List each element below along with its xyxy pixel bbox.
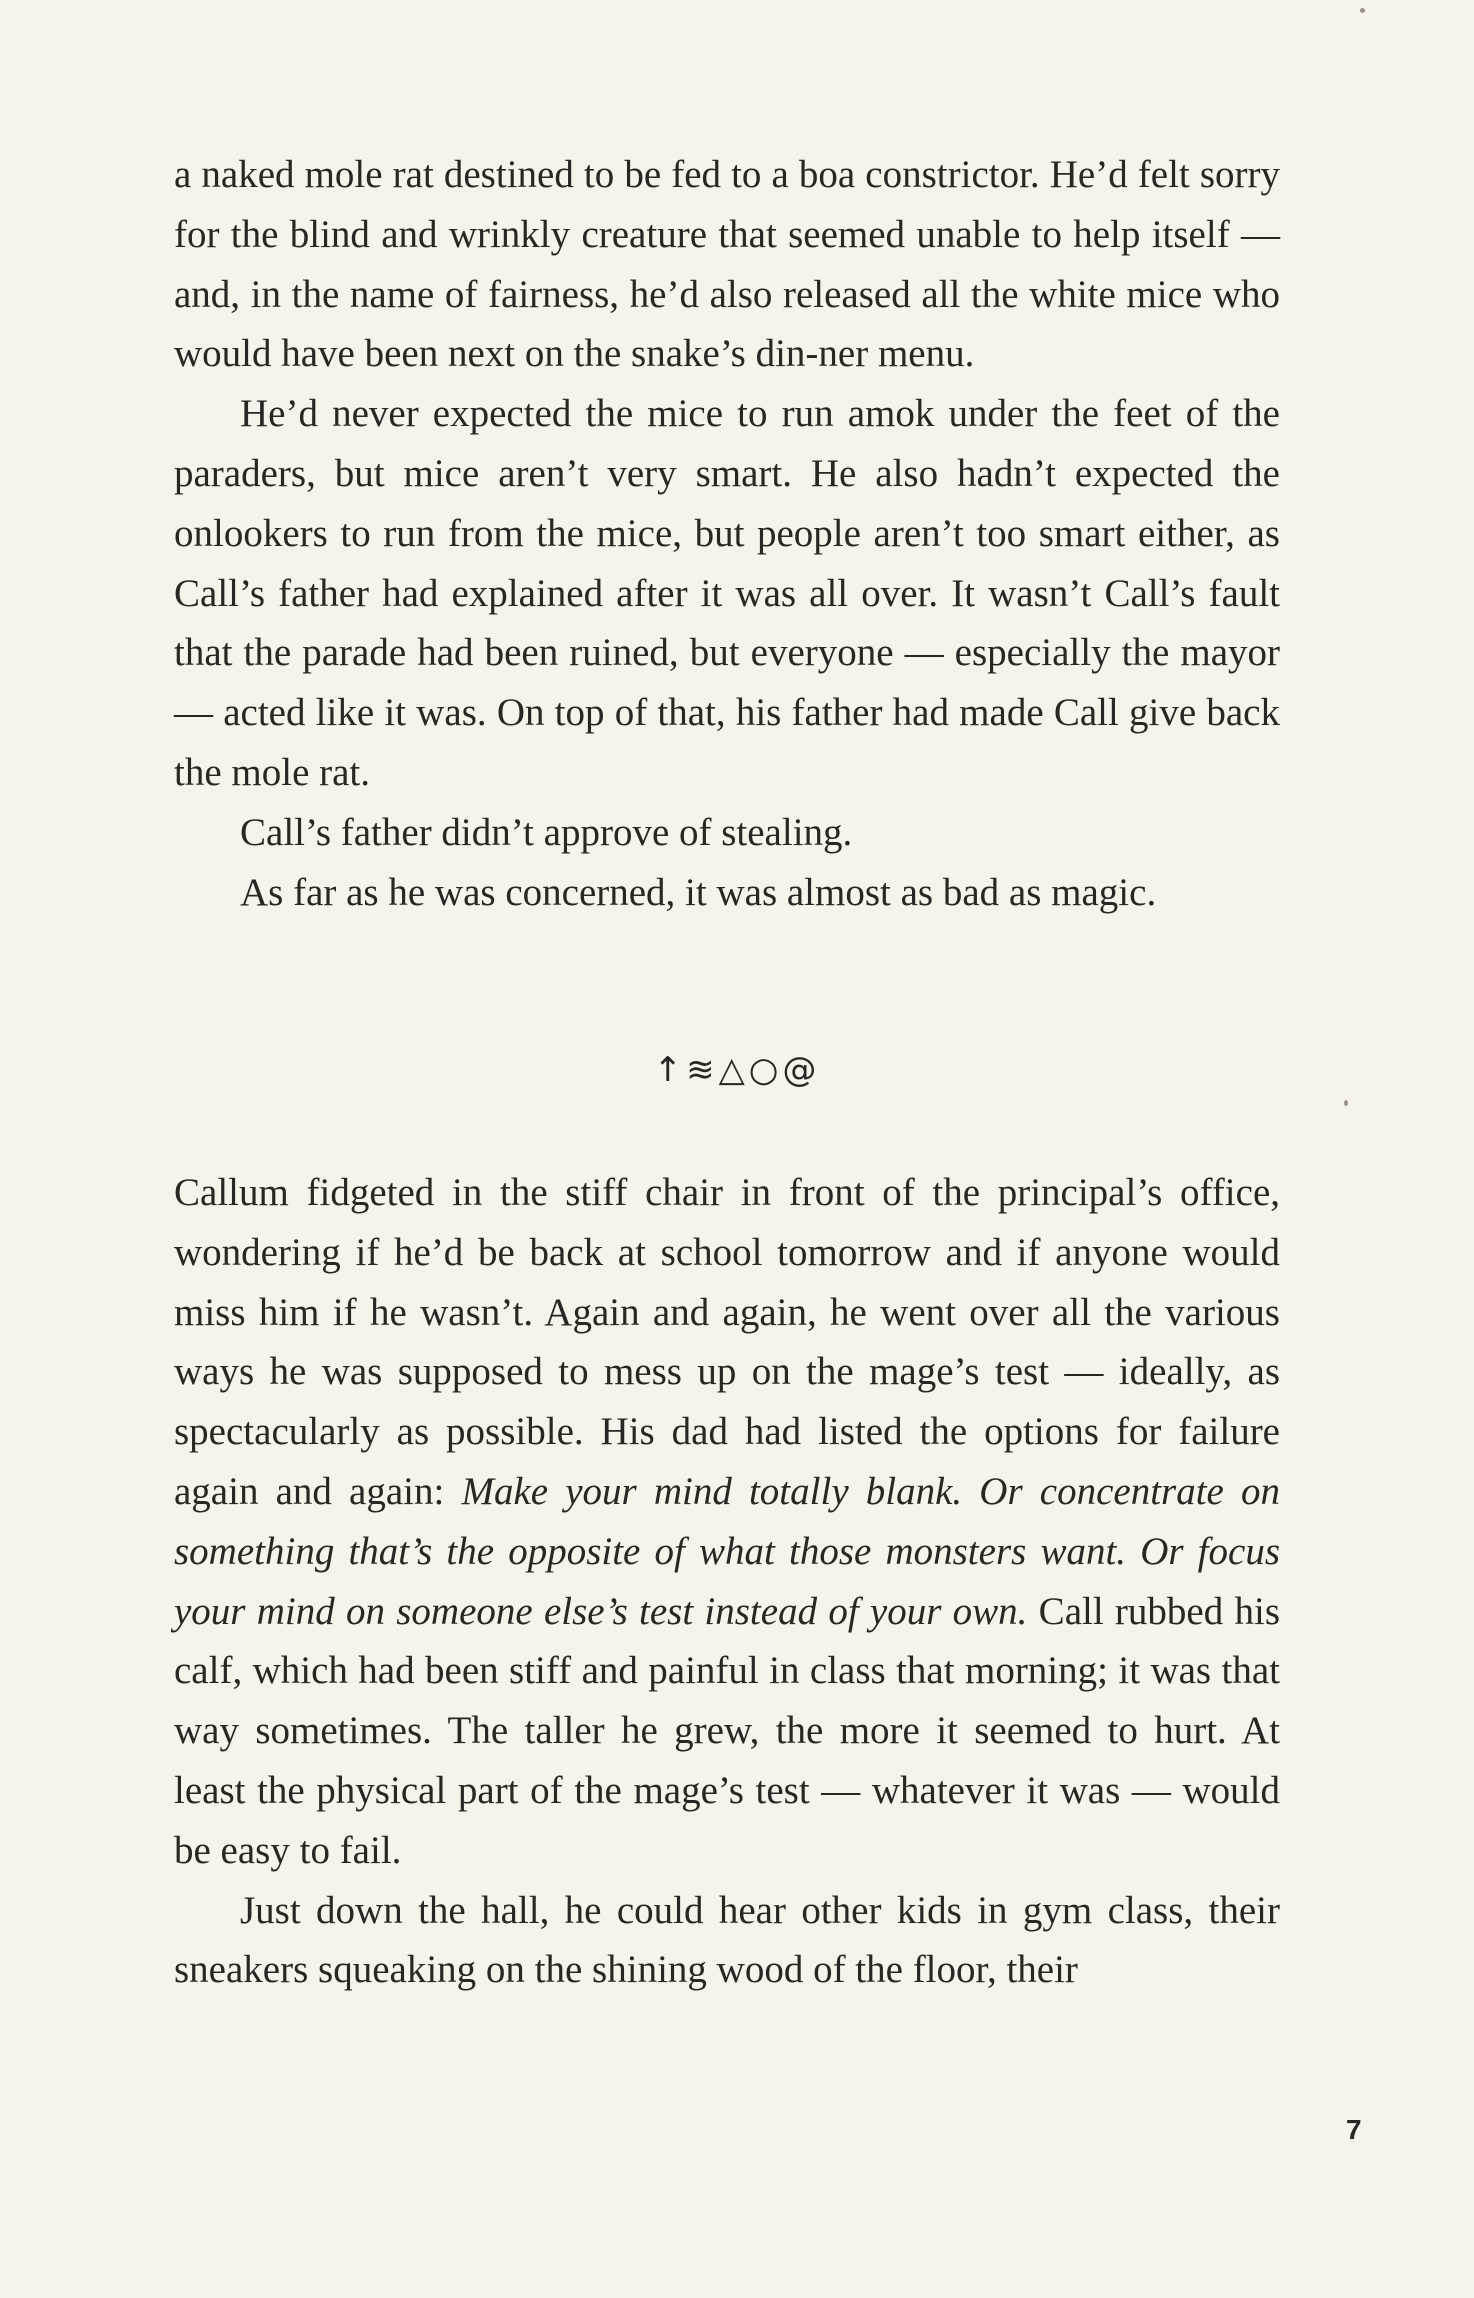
paragraph-principal-office (174, 1163, 1280, 1881)
bottom-text-block (174, 1163, 1280, 2000)
italic-failure-options: Make your mind totally blank. Or concentrate on something that’s the opposite of what those monsters want. Or focus your mind on someone else’s test instead of your own. (174, 1469, 1280, 1633)
paragraph-stealing: Call’s father didn’t approve of stealing. (240, 810, 853, 854)
paragraph-magic: As far as he was concerned, it was almost as bad as magic. (240, 870, 1157, 914)
top-text-block (174, 145, 1280, 922)
paragraph-text-after-italic: Call rubbed his calf, which had been stiff and painful in class that morning; it was that way sometimes. The taller he grew, the more it seemed to hurt. At least the physical part of the mage’s test — whatever it was — would be easy to fail. (174, 1589, 1280, 1872)
paper-speck (1360, 8, 1365, 13)
paragraph-gym-class: Just down the hall, he could hear other kids in gym class, their sneakers squeaking on the shining wood of the floor, their (174, 1888, 1280, 1992)
section-divider-glyphs: ↑≋△○@ (653, 1050, 821, 1090)
paper-speck (1344, 1100, 1348, 1106)
paragraph-parade: He’d never expected the mice to run amok under the feet of the paraders, but mice aren’t very smart. He also hadn’t expected the onlookers to run from the mice, but people aren’t too smart either, as Call’s father had explained after it was all over. It wasn’t Call’s fault that the parade had been ruined, but everyone — especially the mayor — acted like it was. On top of that, his father had made Call give back the mole rat. (174, 392, 1280, 794)
page-number: 7 (1346, 2114, 1362, 2145)
paragraph-text-before-italic: Callum fidgeted in the stiff chair in front of the principal’s office, wondering if he’d be back at school tomorrow and if anyone would miss him if he wasn’t. Again and again, he went over all the various ways he was supposed to mess up on the mage’s test — ideally, as spectacularly as possible. His dad had listed the options for failure again and again: (174, 1171, 1280, 1513)
paragraph-mole-rat: a naked mole rat destined to be fed to a boa constrictor. He’d felt sorry for the blind and wrinkly creature that seemed unable to help itself — and, in the name of fairness, he’d also released all the white mice who would have been next on the snake’s din-ner menu. (174, 153, 1280, 376)
